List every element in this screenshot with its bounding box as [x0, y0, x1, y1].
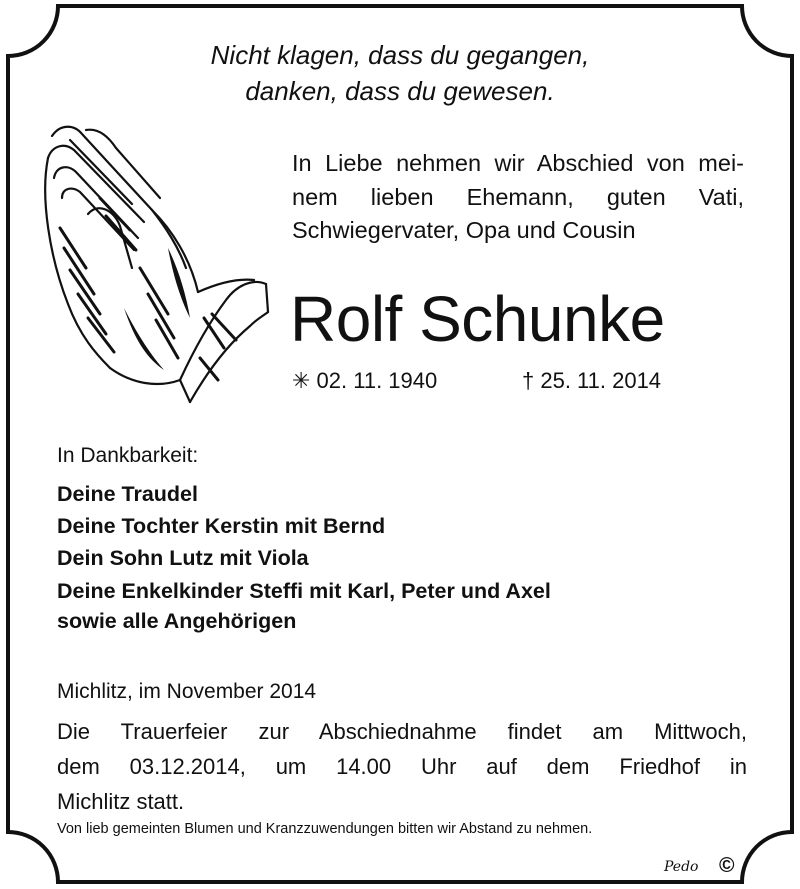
intro-line-3: Schwiegervater, Opa und Cousin: [292, 217, 636, 243]
copyright-mark: ©: [719, 854, 735, 877]
designer-signature: Pedo: [664, 859, 699, 875]
birth-date: ✳ 02. 11. 1940: [292, 368, 438, 393]
motto-line-2: danken, dass du gewesen.: [245, 76, 555, 106]
motto-line-1: Nicht klagen, dass du gegangen,: [210, 40, 590, 70]
family-member: Deine Traudel: [57, 482, 198, 506]
flowers-note: Von lieb gemeinten Blumen und Kranzzuwendungen bitten wir Abstand zu nehmen.: [57, 821, 593, 837]
death-date: † 25. 11. 2014: [522, 368, 662, 393]
service-line-1: Die Trauerfeier zur Abschiednahme findet am Mittwoch,: [57, 719, 747, 744]
family-member: Deine Enkelkinder Steffi mit Karl, Peter und Axel: [57, 579, 551, 603]
family-member: Deine Tochter Kerstin mit Bernd: [57, 514, 386, 538]
place-date: Michlitz, im November 2014: [57, 680, 317, 703]
intro-line-2: nem lieben Ehemann, guten Vati,: [292, 184, 744, 210]
service-line-3: Michlitz statt.: [57, 789, 185, 814]
service-line-2: dem 03.12.2014, um 14.00 Uhr auf dem Friedhof in: [57, 754, 747, 779]
family-member: sowie alle Angehörigen: [57, 609, 297, 633]
praying-hands-icon: [40, 118, 270, 408]
thanks-heading: In Dankbarkeit:: [57, 444, 199, 467]
family-member: Dein Sohn Lutz mit Viola: [57, 546, 309, 570]
intro-line-1: In Liebe nehmen wir Abschied von mei-: [292, 150, 744, 176]
deceased-name: Rolf Schunke: [290, 283, 665, 355]
